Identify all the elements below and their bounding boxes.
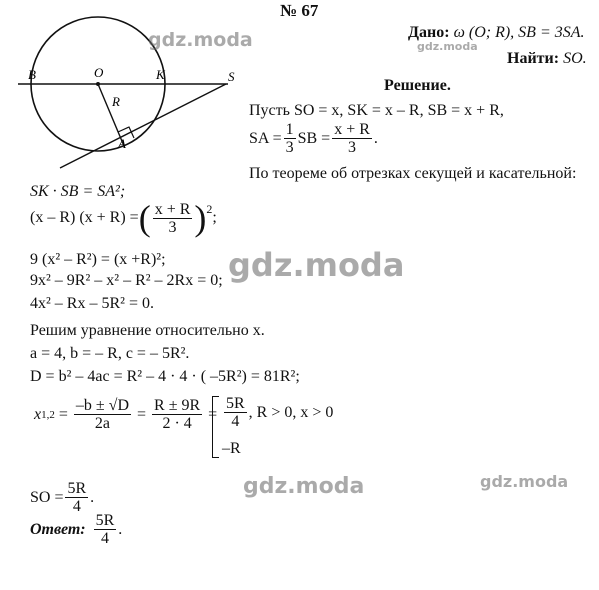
watermark: gdz.moda — [148, 29, 253, 51]
geometry-figure — [0, 0, 260, 175]
so-result: SO = $\frac{5R}{4}$ . — [30, 480, 95, 515]
coefficients: a = 4, b = – R, c = – 5R². — [30, 345, 190, 362]
equation-3: 9 (x² – R²) = (x +R)²; — [30, 251, 166, 268]
numerator: 1 — [285, 121, 294, 138]
denominator: 3 — [285, 139, 294, 156]
discriminant: D = b² – 4ac = R² – 4 · 4 · ( –5R²) = 81R²; — [30, 368, 300, 385]
center-point — [96, 82, 100, 86]
equation-2: (x – R) (x + R) = ( $\frac{x + R}{3}$ ) 2 ; — [30, 198, 217, 238]
find-text: SO. — [563, 50, 587, 67]
sa-expression: SA = $\frac{1}{3}$ SB = $\frac{x + R}{3}$ . — [249, 121, 378, 156]
solve-text: Решим уравнение относительно x. — [30, 322, 265, 339]
watermark: gdz.moda — [480, 472, 569, 491]
numerator: 5R — [67, 480, 87, 497]
label-r: R — [112, 94, 120, 109]
label-b: B — [28, 67, 36, 82]
sa-mid: SB = — [297, 129, 331, 147]
equation-2-left: (x – R) (x + R) = — [30, 209, 139, 226]
numerator: –b ± √D — [75, 397, 130, 414]
fraction-one-third — [284, 121, 296, 156]
close-paren: ) — [194, 198, 207, 238]
answer: Ответ: $\frac{5R}{4}$ . — [30, 512, 123, 547]
equation-5: 4x² – Rx – 5R² = 0. — [30, 295, 154, 312]
roots-lhs: x — [34, 405, 42, 423]
fraction-x-plus-r-over-3 — [332, 121, 372, 156]
equation-1: SK · SB = SA²; — [30, 183, 126, 200]
theorem-text: По теореме об отрезках секущей и касательной: — [249, 165, 577, 182]
open-paren: ( — [138, 198, 151, 238]
numerator: x + R — [334, 121, 370, 138]
label-s: S — [228, 69, 235, 84]
roots-substituted-fraction — [152, 397, 202, 432]
roots-expression: x 1,2 = $\frac{-b \pm √D}{2a}$ = $\frac{R \pm 9R}{2 \cdot 4}$ = — [34, 397, 218, 432]
root-2: –R — [222, 440, 241, 457]
watermark: gdz.moda — [228, 246, 405, 284]
label-k: K — [156, 67, 165, 82]
given-text: ω (O; R), SB = 3SA. — [453, 24, 585, 41]
numerator: R ± 9R — [154, 397, 201, 414]
so-fraction — [65, 480, 88, 515]
denominator: 4 — [100, 530, 109, 547]
find-label: Найти: — [507, 50, 560, 67]
given-statement — [408, 24, 585, 42]
roots-general-fraction — [74, 397, 131, 432]
given-label: Дано: — [408, 24, 450, 41]
label-a: A — [118, 136, 126, 151]
root-1-condition: , R > 0, x > 0 — [248, 403, 334, 421]
solution-line-1: Пусть SO = x, SK = x – R, SB = x + R, — [249, 102, 504, 119]
numerator: x + R — [154, 200, 191, 218]
denominator: 3 — [168, 218, 177, 236]
root-1-fraction — [224, 395, 247, 430]
answer-label: Ответ: — [30, 520, 86, 538]
equation-4: 9x² – 9R² – x² – R² – 2Rx = 0; — [30, 272, 223, 289]
solution-heading: Решение. — [384, 77, 451, 94]
numerator: 5R — [95, 512, 115, 529]
sa-prefix: SA = — [249, 129, 282, 147]
denominator: 2 · 4 — [162, 415, 192, 432]
denominator: 4 — [72, 498, 81, 515]
answer-fraction — [94, 512, 117, 547]
denominator: 2a — [94, 415, 110, 432]
denominator: 4 — [231, 413, 240, 430]
watermark: gdz.moda — [417, 40, 478, 53]
problem-number: № 67 — [280, 1, 319, 20]
tangent-line — [60, 84, 226, 168]
exponent: 2 — [206, 202, 213, 216]
watermark: gdz.moda — [243, 474, 365, 499]
roots-bracket — [212, 396, 219, 458]
so-prefix: SO = — [30, 488, 64, 506]
label-o: O — [94, 65, 104, 80]
fraction-x-plus-r-over-3 — [153, 201, 193, 236]
numerator: 5R — [226, 395, 245, 412]
denominator: 3 — [348, 139, 357, 156]
root-1 — [222, 395, 333, 430]
find-statement — [507, 50, 587, 68]
